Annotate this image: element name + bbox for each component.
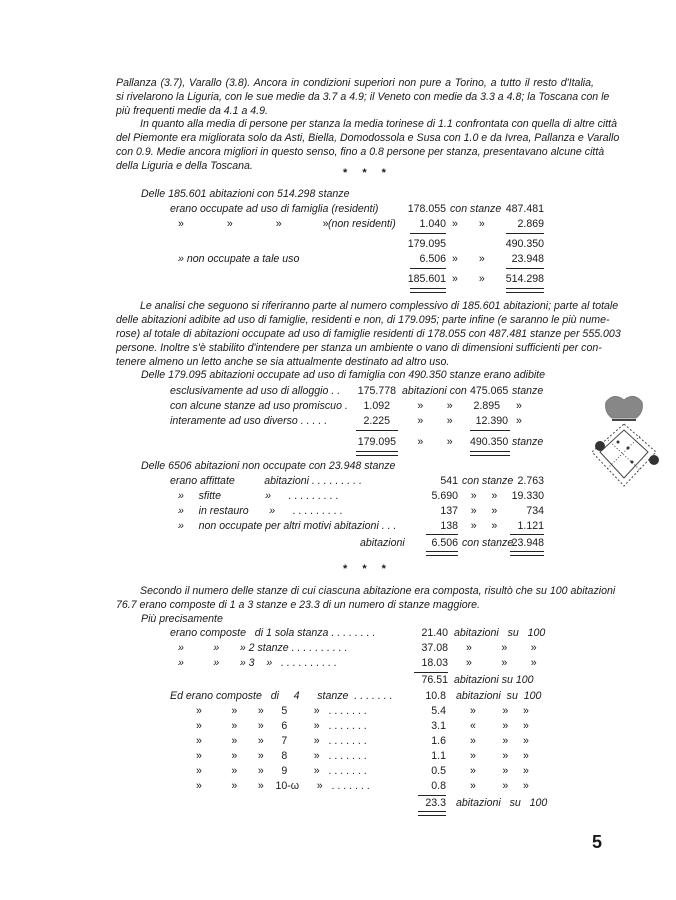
paragraph-3 — [116, 299, 621, 369]
table5-row-value: 0.5 — [431, 765, 446, 777]
table1-subtotal-a: 179.095 — [407, 238, 446, 250]
table5-row-unit: » » » — [470, 750, 529, 762]
ditto-mark: » — [478, 218, 485, 230]
table3-row-label: » in restauro » . . . . . . . . . — [178, 505, 343, 517]
table3-row-b: 1.121 — [517, 520, 544, 532]
table4-row-value: 18.03 — [421, 657, 448, 669]
table1-row3-a: 6.506 — [419, 253, 446, 265]
table1-row1-a: 178.055 — [407, 203, 446, 215]
table5-row-value: 10.8 — [425, 690, 446, 702]
table3-total-label: abitazioni — [360, 537, 405, 549]
table4-row-label: » » » 3 » . . . . . . . . . . — [178, 657, 337, 669]
table3-double-rule — [510, 551, 544, 556]
table4-row-unit: » » » — [466, 657, 537, 669]
paragraph-3-line: persone. Inoltre s'è stabilito d'intendere per stanza un ambiente o vano di dimensioni sufficienti per con- — [116, 342, 602, 355]
table3-row-mid: » » — [470, 490, 498, 502]
table5-row-label: » » » 5 » . . . . . . . — [196, 705, 367, 717]
table5-row-unit: abitazioni su 100 — [456, 690, 542, 702]
table2-row-label: interamente ad uso diverso . . . . . — [170, 415, 328, 427]
table1-row2-b: 2.869 — [517, 218, 544, 230]
paragraph-3-line: rose) al totale di abitazioni occupate ad uso di famiglie residenti di 178.055 con 487.481 stanze per 555.003 — [116, 328, 621, 341]
paragraph-2-line: del Piemonte era migliorata solo da Asti, Biella, Domodossola e Susa con 1.0 e da Ivrea, Pallanza e Varallo — [116, 132, 620, 145]
table3-row-a: 5.690 — [431, 490, 458, 502]
table4-row-label: erano composte di 1 sola stanza . . . . . . . . — [170, 627, 376, 639]
table2-row-b: 475.065 — [470, 385, 509, 397]
table1-rule — [410, 268, 446, 269]
decorative-seal-icon — [578, 390, 670, 500]
table2-total-a: 179.095 — [357, 436, 396, 448]
table1-row2-ditto — [452, 218, 485, 230]
table1-row1-b: 487.481 — [505, 203, 544, 215]
table3-total-mid: con stanze — [462, 537, 514, 549]
table4-rule — [414, 672, 448, 673]
ditto-mark: » — [322, 218, 329, 230]
table3-row-a: 137 — [440, 505, 458, 517]
table2-row-end: » — [516, 415, 522, 427]
table2-row-label: con alcune stanze ad uso promiscuo . — [170, 400, 348, 412]
table5-row-label: Ed erano composte di 4 stanze . . . . . . . — [170, 690, 393, 702]
table3-row-label: » sfitte » . . . . . . . . . — [178, 490, 339, 502]
paragraph-2-line: della Liguria e della Toscana. — [116, 160, 253, 173]
table2-row-mid: » » — [417, 400, 453, 412]
table4-row-value: 37.08 — [421, 642, 448, 654]
table1-rule — [410, 233, 446, 234]
table3-row-a: 541 — [440, 475, 458, 487]
paragraph-4 — [116, 584, 616, 612]
table3-double-rule — [426, 551, 458, 556]
table3-row-b: 2.763 — [517, 475, 544, 487]
table1-row3-label: » non occupate a tale uso — [178, 253, 300, 265]
table2-row-label: esclusivamente ad uso di alloggio . . — [170, 385, 341, 397]
table1-row2-ditto — [178, 218, 328, 230]
table2-double-rule — [356, 451, 398, 456]
table1-row1-label: erano occupate ad uso di famiglia (residenti) — [170, 203, 379, 215]
table3-row-mid: » » — [470, 520, 498, 532]
ditto-mark: » — [178, 218, 184, 230]
table4-total-unit: abitazioni su 100 — [454, 674, 534, 686]
table5-double-rule — [418, 811, 446, 816]
table1-total-ditto — [452, 273, 485, 285]
table3-row-b: 734 — [526, 505, 544, 517]
table2-total-b: 490.350 — [470, 436, 509, 448]
table3-rule — [426, 534, 458, 535]
paragraph-3-line: Le analisi che seguono si riferiranno parte al numero complessivo di 185.601 abitazioni; parte al totale — [140, 300, 619, 312]
table4-row-unit: abitazioni su 100 — [454, 627, 546, 639]
table1-double-rule — [506, 288, 544, 293]
table5-row-unit: » » » — [470, 765, 529, 777]
table1-total-b: 514.298 — [505, 273, 544, 285]
ditto-mark: » — [226, 218, 233, 230]
table5-row-label: » » » 7 » . . . . . . . — [196, 735, 367, 747]
table3-row-a: 138 — [440, 520, 458, 532]
table4-row-unit: » » » — [466, 642, 537, 654]
table5-row-value: 1.1 — [431, 750, 446, 762]
ditto-mark: » — [478, 253, 485, 265]
section-stars: * * * — [343, 563, 392, 575]
table3-row-label: » non occupate per altri motivi abitazioni . . . — [178, 520, 397, 532]
table5-row-unit: » » » — [470, 705, 529, 717]
table3-row-mid: » » — [470, 505, 498, 517]
table1-rule — [506, 233, 544, 234]
paragraph-1-line: si rivelarono la Liguria, con le sue medie da 3.7 a 4.9; il Veneto con medie da 3.3 a 4.8; la Toscana con le — [116, 91, 610, 104]
table5-row-value: 5.4 — [431, 705, 446, 717]
table1-row2-label: (non residenti) — [328, 218, 396, 230]
table2-rule — [356, 430, 398, 431]
table1-double-rule — [410, 288, 446, 293]
table5-total-unit: abitazioni su 100 — [456, 797, 548, 809]
table2-row-a: 175.778 — [357, 385, 396, 397]
paragraph-1 — [116, 76, 610, 118]
paragraph-2-line: In quanto alla media di persone per stanza la media torinese di 1.1 confrontata con quella di altre città — [140, 118, 618, 130]
paragraph-3-line: delle abitazioni adibite ad uso di famiglie, residenti e non, di 179.095; parte infine (e saranno le più nume- — [116, 314, 610, 327]
page-number: 5 — [592, 832, 603, 852]
table5-row-value: 3.1 — [431, 720, 446, 732]
table4-row-label: » » » 2 stanze . . . . . . . . . . — [178, 642, 348, 654]
table1-row1-mid: con stanze — [450, 203, 502, 215]
table2-row-mid: » » — [417, 415, 453, 427]
ditto-mark: » — [452, 253, 458, 265]
table3-row-b: 19.330 — [511, 490, 544, 502]
more-precisely-label: Più precisamente — [141, 613, 223, 625]
table5-row-label: » » » 9 » . . . . . . . — [196, 765, 367, 777]
paragraph-1-line: Pallanza (3.7), Varallo (3.8). Ancora in condizioni superiori non pure a Torino, a tutto il resto d'Italia, — [116, 77, 594, 89]
ditto-mark: » — [452, 218, 458, 230]
ditto-mark: » — [478, 273, 485, 285]
table2-row-a: 2.225 — [363, 415, 390, 427]
table3-intro: Delle 6506 abitazioni non occupate con 23.948 stanze — [141, 460, 396, 472]
table2-row-end: » — [516, 400, 522, 412]
table1-row3-ditto — [452, 253, 485, 265]
table5-total-value: 23.3 — [425, 797, 446, 809]
table5-row-label: » » » 8 » . . . . . . . — [196, 750, 367, 762]
table2-row-a: 1.092 — [363, 400, 390, 412]
paragraph-1-line: più frequenti medie da 4.1 a 4.9. — [116, 105, 268, 118]
table1-row3-b: 23.948 — [511, 253, 544, 265]
table1-row2-a: 1.040 — [419, 218, 446, 230]
paragraph-4-line: 76.7 erano composte di 1 a 3 stanze e 23.3 di un numero di stanze maggiore. — [116, 599, 480, 612]
table1-total-a: 185.601 — [407, 273, 446, 285]
table4-row-value: 21.40 — [421, 627, 448, 639]
ditto-mark: » — [452, 273, 458, 285]
table2-double-rule — [470, 451, 510, 456]
table2-total-end: stanze — [512, 436, 544, 448]
paragraph-3-line: tenere almeno un letto anche se sia attualmente destinato ad altro uso. — [116, 356, 450, 369]
table1-subtotal-b: 490.350 — [505, 238, 544, 250]
table5-rule — [418, 795, 446, 796]
table2-row-mid: abitazioni con — [402, 385, 467, 397]
table5-row-value: 0.8 — [431, 780, 446, 792]
paragraph-2 — [116, 117, 620, 173]
table3-total-a: 6.506 — [431, 537, 458, 549]
table3-total-b: 23.948 — [511, 537, 544, 549]
table5-row-label: » » » 10-ω » . . . . . . . — [196, 780, 370, 792]
table2-total-mid: » » — [417, 436, 453, 448]
table3-rule — [510, 534, 544, 535]
table1-rule — [506, 268, 544, 269]
section-stars: * * * — [343, 167, 392, 179]
table5-row-value: 1.6 — [431, 735, 446, 747]
table5-row-unit: « » » — [470, 720, 529, 732]
table5-row-unit: » » » — [470, 780, 529, 792]
table2-rule — [470, 430, 510, 431]
table4-total-value: 76.51 — [421, 674, 448, 686]
table3-row-mid: con stanze — [462, 475, 514, 487]
paragraph-4-line: Secondo il numero delle stanze di cui ciascuna abitazione era composta, risultò che su 100 abitazioni — [140, 585, 616, 597]
table5-row-unit: » » » — [470, 735, 529, 747]
table2-row-b: 2.895 — [473, 400, 500, 412]
table2-row-b: 12.390 — [475, 415, 508, 427]
paragraph-2-line: con 0.9. Medie ancora migliori in questo senso, fino a 0.8 persone per stanza, presentavano alcune città — [116, 146, 605, 159]
table3-row-label: erano affittate abitazioni . . . . . . . . . — [170, 475, 362, 487]
table2-intro: Delle 179.095 abitazioni occupate ad uso di famiglia con 490.350 stanze erano adibite — [141, 369, 546, 381]
table1-intro: Delle 185.601 abitazioni con 514.298 stanze — [141, 188, 350, 200]
table2-row-end: stanze — [512, 385, 544, 397]
ditto-mark: » — [275, 218, 282, 230]
table5-row-label: » » » 6 » . . . . . . . — [196, 720, 367, 732]
